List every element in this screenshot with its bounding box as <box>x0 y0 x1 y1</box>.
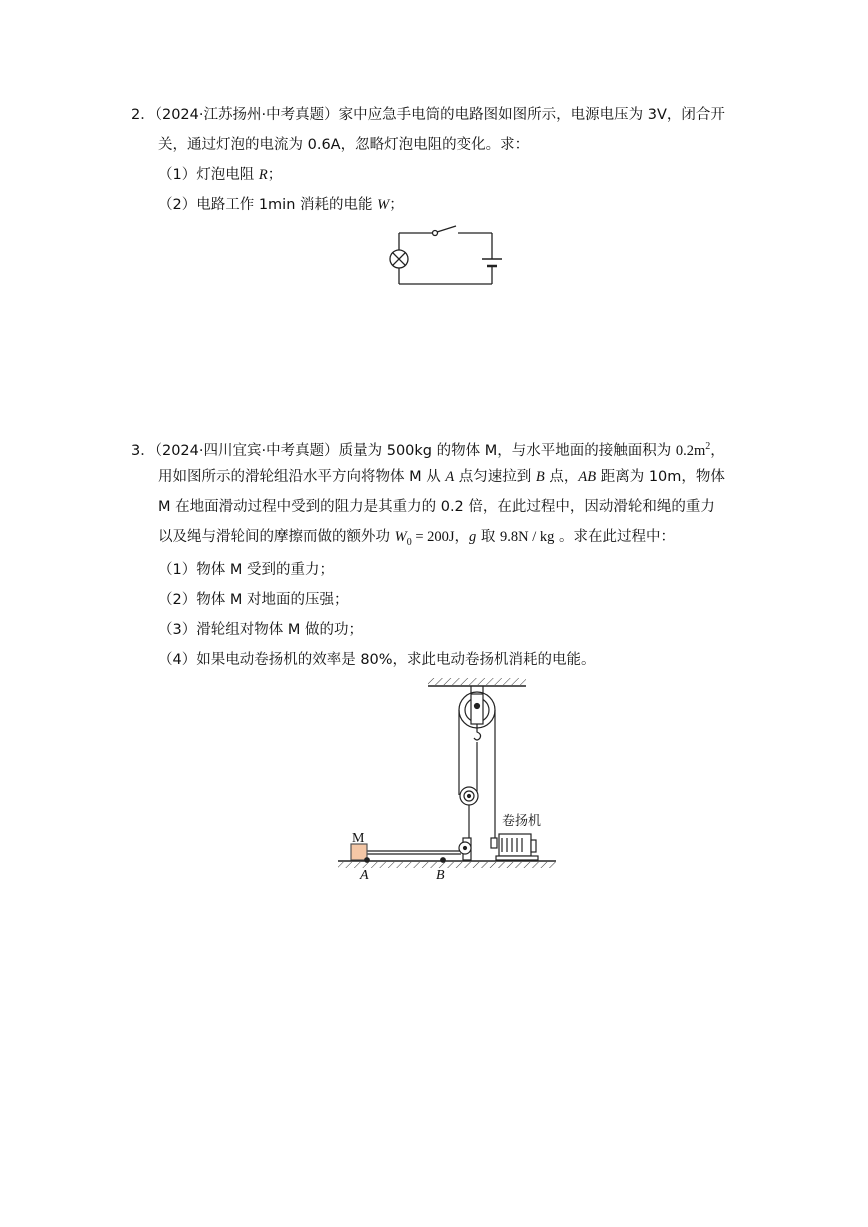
q3-number: 3． <box>131 442 155 459</box>
q2-number: 2． <box>131 107 155 123</box>
label-winch: 卷扬机 <box>502 814 542 829</box>
q3-gravity-value: 9.8N / kg <box>500 529 555 545</box>
q3-work-subscript: 0 <box>406 536 412 548</box>
guide-pulley-axle <box>464 847 467 850</box>
movable-pulley-axle <box>468 795 471 798</box>
q3-point-b: B <box>535 469 545 485</box>
q3-stem-4a: 以及绳与滑轮间的摩擦而做的额外功 <box>158 529 395 545</box>
ground-hatch <box>338 862 556 868</box>
q3-sub1-text: （1）物体 M 受到的重力； <box>158 562 334 578</box>
q3-sub4-text: （4）如果电动卷扬机的效率是 80%，求此电动卷扬机消耗的电能。 <box>158 652 596 668</box>
q2-sub1-variable: R <box>258 167 268 183</box>
label-m: M <box>352 831 365 846</box>
q3-work-value: = 200J <box>411 529 455 545</box>
q2-source: （2024·江苏扬州·中考真题） <box>154 107 339 123</box>
q3-stem-2c: 点， <box>544 469 579 485</box>
q3-source: （2024·四川宜宾·中考真题） <box>154 442 339 459</box>
fixed-pulley-axle <box>475 704 480 709</box>
ceiling-hatch <box>428 678 526 685</box>
q2-sub2-variable: W <box>377 197 390 213</box>
q3-point-a: A <box>445 469 455 485</box>
object-m <box>351 844 367 860</box>
point-a-dot <box>365 858 370 863</box>
q3-stem-1: 质量为 500kg 的物体 M，与水平地面的接触面积为 <box>338 442 676 459</box>
winch-body <box>499 834 531 856</box>
q2-sub2-text: （2）电路工作 1min 消耗的电能 <box>158 197 378 213</box>
q2-stem-2: 关，通过灯泡的电流为 0.6A，忽略灯泡电阻的变化。求： <box>158 137 530 153</box>
hook-icon <box>474 724 481 740</box>
q3-stem-3: M 在地面滑动过程中受到的阻力是其重力的 0.2 倍，在此过程中，因动滑轮和绳的重力 <box>158 499 715 515</box>
q3-stem-4c: 取 <box>476 529 500 545</box>
q2-sub2-suffix: ； <box>389 197 404 213</box>
q3-gravity-symbol: g <box>469 529 477 545</box>
q3-stem-4b: ， <box>454 529 470 545</box>
q3-stem-1-end: ， <box>710 442 725 459</box>
winch-base <box>496 856 538 860</box>
winch-end-cap <box>531 840 536 852</box>
label-b: B <box>436 868 445 883</box>
winch-drum <box>491 838 497 848</box>
q3-stem-4d: 。求在此过程中： <box>554 529 675 545</box>
q3-stem-2b: 点匀速拉到 <box>454 469 536 485</box>
q2-sub1-suffix: ； <box>267 167 283 183</box>
q3-stem-2d: 距离为 10m，物体 <box>596 469 725 485</box>
q2-sub1-text: （1）灯泡电阻 <box>158 167 259 183</box>
q3-area-exponent: 2 <box>705 441 711 452</box>
q3-segment-ab: AB <box>578 469 597 485</box>
q3-stem-2a: 用如图所示的滑轮组沿水平方向将物体 M 从 <box>158 469 446 485</box>
q3-sub3-text: （3）滑轮组对物体 M 做的功； <box>158 622 363 638</box>
q3-area-value: 0.2m <box>675 442 706 459</box>
label-a: A <box>360 868 369 883</box>
q2-stem-1: 家中应急手电筒的电路图如图所示，电源电压为 3V，闭合开 <box>338 107 725 123</box>
q3-work-symbol: W <box>394 529 407 545</box>
point-b-dot <box>441 858 446 863</box>
q3-sub2-text: （2）物体 M 对地面的压强； <box>158 592 349 608</box>
